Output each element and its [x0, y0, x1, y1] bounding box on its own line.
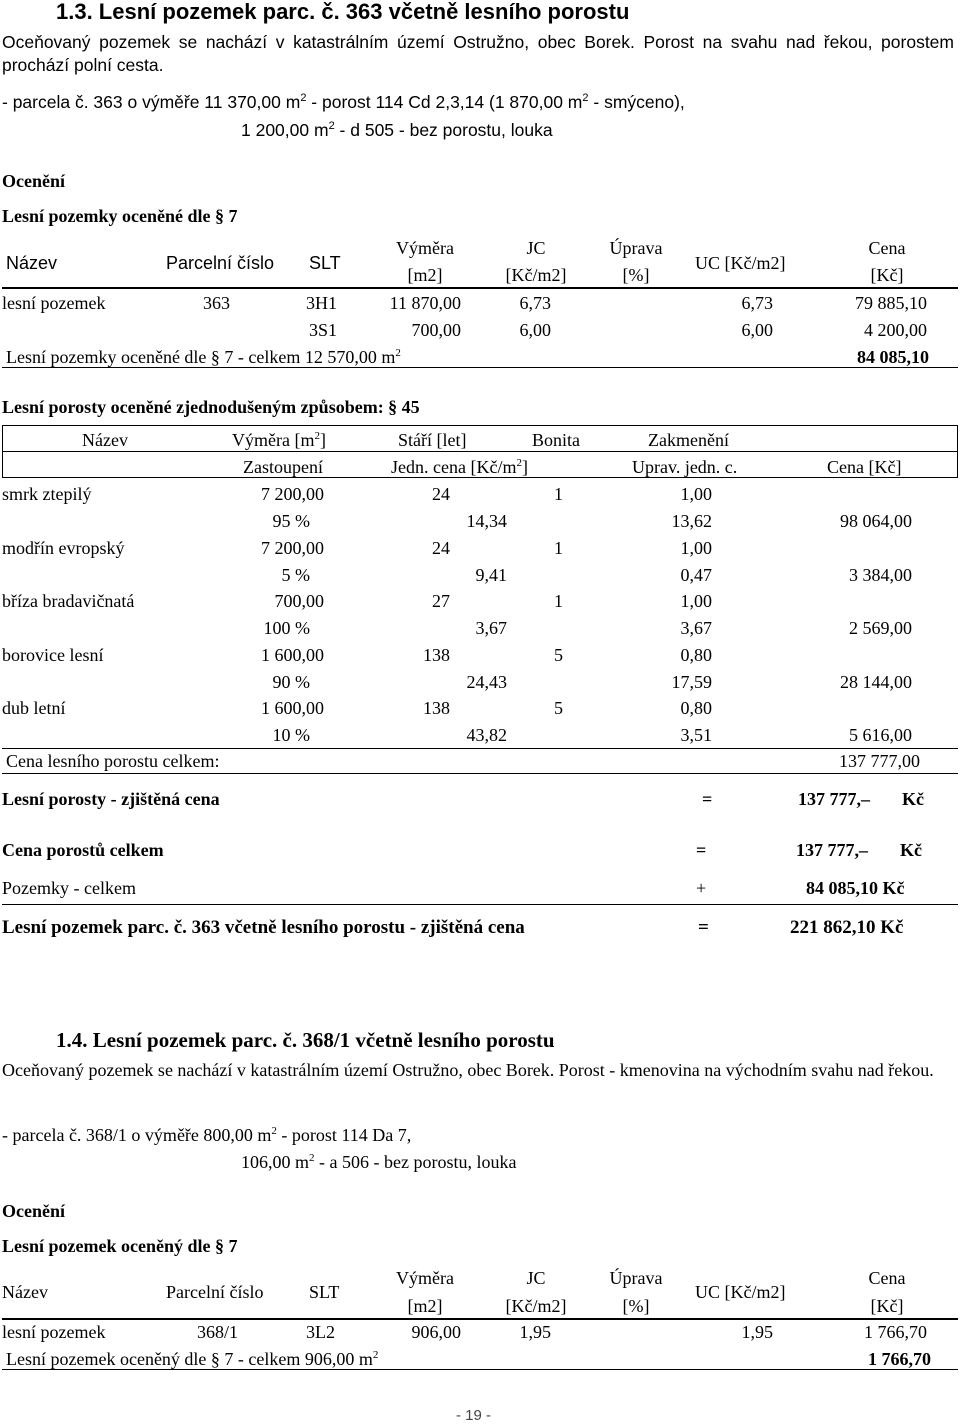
- cell-stari: 24: [432, 484, 450, 504]
- cell-cena: 79 885,10: [855, 293, 927, 313]
- land-table-title: Lesní pozemek oceněný dle § 7: [2, 1236, 238, 1256]
- col-nazev: Název: [6, 253, 58, 273]
- land-total-label: Lesní pozemky oceněné dle § 7 - celkem 12 570,00 $m^2$: [6, 347, 401, 367]
- parcel-line-2: 1 200,00 $m^2$ - d 505 - bez porostu, louka: [241, 120, 553, 140]
- cell-bonita: 1: [554, 591, 563, 611]
- col-uprava: Úprava: [609, 1268, 663, 1288]
- cell-nazev: lesní pozemek: [2, 1322, 106, 1342]
- stand-total-value: 137 777,00: [839, 751, 920, 771]
- table-rule: [2, 287, 958, 289]
- cell-slt: 3L2: [306, 1322, 335, 1342]
- col-nazev: Název: [82, 430, 128, 450]
- cell-slt: 3H1: [306, 293, 337, 313]
- land-total-value: 84 085,10: [857, 347, 929, 367]
- summary-value: 221 862,10 Kč: [790, 917, 904, 938]
- cell-jc: 24,43: [466, 671, 507, 692]
- cell-vymera: 11 870,00: [389, 293, 461, 313]
- col-cena: Cena: [868, 1268, 906, 1288]
- cell-nazev: lesní pozemek: [2, 293, 106, 313]
- summary-value: 137 777,–: [798, 789, 870, 809]
- cell-vymera: 7 200,00: [261, 537, 324, 558]
- cell-vymera: 700,00: [411, 320, 461, 340]
- cell-zast: 5 %: [281, 564, 310, 585]
- cell-zast: 95 %: [272, 511, 310, 531]
- table-rule: [2, 367, 958, 368]
- cell-stari: 138: [423, 644, 450, 665]
- col-jc: JC: [526, 1268, 546, 1288]
- cell-stari: 27: [432, 591, 450, 611]
- cell-cena: 1 766,70: [864, 1322, 927, 1342]
- col-jedn-cena: Jedn. cena $[Kč/m^2]$: [391, 457, 528, 477]
- land-total-value: 1 766,70: [868, 1349, 931, 1369]
- cell-uc: 6,00: [741, 320, 773, 340]
- col-zastoupeni: Zastoupení: [243, 457, 323, 477]
- cell-zakmeneni: 0,80: [680, 644, 712, 665]
- parcel-line-1: - parcela č. 363 o výměře 11 370,00 $m^2$ - porost 114 Cd 2,3,14 (1 870,00 $m^2$ - smýceno),: [2, 92, 685, 112]
- col-uprava-unit: [%]: [622, 265, 650, 285]
- summary-unit: Kč: [902, 789, 924, 809]
- col-vymera: Výměra: [396, 238, 454, 258]
- cell-nazev: bříza bradavičnatá: [2, 591, 135, 611]
- col-jc-unit: [Kč/m2]: [505, 1296, 567, 1316]
- cell-stari: 24: [432, 537, 450, 558]
- cell-bonita: 5: [554, 644, 563, 665]
- summary-label: Cena porostů celkem: [2, 840, 164, 860]
- col-stari: Stáří [let]: [398, 430, 467, 450]
- summary-op: =: [702, 789, 713, 809]
- summary-label: Lesní pozemek parc. č. 363 včetně lesního porostu - zjištěná cena: [2, 917, 525, 938]
- col-parcel: Parcelní číslo: [166, 253, 275, 273]
- col-jc-unit: [Kč/m2]: [505, 265, 567, 285]
- col-uc: UC [Kč/m2]: [695, 1282, 786, 1302]
- cell-cena: 2 569,00: [849, 618, 912, 638]
- col-uprava: Úprava: [609, 238, 663, 258]
- summary-label: Pozemky - celkem: [2, 878, 136, 898]
- cell-bonita: 5: [554, 698, 563, 718]
- table-rule: [2, 904, 958, 905]
- cell-jc: 3,67: [475, 618, 507, 638]
- section-intro: Oceňovaný pozemek se nachází v katastrálním území Ostružno, obec Borek. Porost na svahu nad řekou, porostem prochází polní cesta.: [2, 32, 954, 75]
- cell-nazev: borovice lesní: [2, 644, 104, 665]
- table-rule: [2, 1318, 958, 1320]
- cell-zakmeneni: 1,00: [680, 484, 712, 504]
- table-rule: [2, 425, 958, 426]
- valuation-heading: Ocenění: [2, 171, 65, 191]
- cell-uc: 6,73: [741, 293, 773, 313]
- cell-vymera: 906,00: [411, 1322, 461, 1342]
- summary-unit: Kč: [900, 840, 922, 860]
- cell-cena: 28 144,00: [840, 671, 912, 692]
- cell-uc: 1,95: [741, 1322, 773, 1342]
- stand-total-label: Cena lesního porostu celkem:: [6, 751, 220, 771]
- cell-zakmeneni: 1,00: [680, 537, 712, 558]
- table-rule: [2, 451, 958, 452]
- col-vymera: Výměra: [396, 1268, 454, 1288]
- summary-op: +: [696, 878, 707, 898]
- cell-slt: 3S1: [309, 320, 338, 340]
- parcel-line-2: 106,00 $m^2$ - a 506 - bez porostu, louka: [241, 1152, 517, 1172]
- col-cena: Cena: [868, 238, 906, 258]
- summary-value: 137 777,–: [796, 840, 868, 860]
- col-uc: UC [Kč/m2]: [695, 253, 786, 273]
- cell-nazev: smrk ztepilý: [2, 484, 92, 504]
- cell-cena: 5 616,00: [849, 725, 912, 745]
- cell-ujc: 3,67: [680, 618, 712, 638]
- cell-cena: 3 384,00: [849, 564, 912, 585]
- valuation-heading: Ocenění: [2, 1201, 65, 1221]
- cell-jc: 6,00: [519, 320, 551, 340]
- cell-zast: 10 %: [272, 725, 310, 745]
- cell-cena: 4 200,00: [864, 320, 927, 340]
- col-uprava-unit: [%]: [622, 1296, 650, 1316]
- stand-table-title: Lesní porosty oceněné zjednodušeným způsobem: § 45: [2, 397, 420, 417]
- col-nazev: Název: [2, 1282, 48, 1302]
- col-slt: SLT: [309, 1282, 340, 1302]
- cell-nazev: dub letní: [2, 698, 66, 718]
- cell-zakmeneni: 0,80: [680, 698, 712, 718]
- col-vymera: Výměra $[m^2]$: [232, 430, 326, 450]
- col-zakmeneni: Zakmenění: [648, 430, 729, 450]
- cell-vymera: 1 600,00: [261, 698, 324, 718]
- table-rule: [2, 1369, 958, 1370]
- summary-label: Lesní porosty - zjištěná cena: [2, 789, 220, 809]
- cell-jc: 43,82: [466, 725, 507, 745]
- table-rule: [2, 773, 958, 774]
- cell-stari: 138: [423, 698, 450, 718]
- cell-ujc: 3,51: [680, 725, 712, 745]
- col-bonita: Bonita: [532, 430, 580, 450]
- cell-parcel: 363: [203, 293, 230, 313]
- cell-bonita: 1: [554, 537, 563, 558]
- summary-value: 84 085,10 Kč: [806, 878, 905, 898]
- cell-vymera: 7 200,00: [261, 484, 324, 504]
- cell-cena: 98 064,00: [840, 511, 912, 531]
- cell-zast: 100 %: [263, 618, 310, 638]
- cell-vymera: 700,00: [274, 591, 324, 611]
- cell-vymera: 1 600,00: [261, 644, 324, 665]
- col-cena-unit: [Kč]: [870, 1296, 904, 1316]
- summary-op: =: [698, 917, 709, 938]
- land-table-title: Lesní pozemky oceněné dle § 7: [2, 206, 238, 226]
- col-vymera-unit: [m2]: [407, 265, 443, 285]
- section-heading: 1.4. Lesní pozemek parc. č. 368/1 včetně lesního porostu: [56, 1028, 555, 1052]
- cell-jc: 1,95: [519, 1322, 551, 1342]
- cell-ujc: 17,59: [671, 671, 712, 692]
- col-vymera-unit: [m2]: [407, 1296, 443, 1316]
- section-intro: Oceňovaný pozemek se nachází v katastrálním území Ostružno, obec Borek. Porost - kmenovina na východním svahu nad řekou.: [2, 1060, 934, 1080]
- cell-bonita: 1: [554, 484, 563, 504]
- cell-zast: 90 %: [272, 671, 310, 692]
- cell-jc: 6,73: [519, 293, 551, 313]
- table-rule: [2, 748, 958, 749]
- col-parcel: Parcelní číslo: [166, 1282, 264, 1302]
- cell-zakmeneni: 1,00: [680, 591, 712, 611]
- section-heading: 1.3. Lesní pozemek parc. č. 363 včetně lesního porostu: [56, 0, 630, 24]
- page-number: - 19 -: [456, 1407, 492, 1424]
- cell-ujc: 0,47: [680, 564, 712, 585]
- table-rule: [2, 477, 958, 478]
- land-total-label: Lesní pozemek oceněný dle § 7 - celkem 906,00 $m^2$: [6, 1349, 379, 1369]
- col-cena: Cena [Kč]: [827, 457, 902, 477]
- col-cena-unit: [Kč]: [870, 265, 904, 285]
- cell-ujc: 13,62: [671, 511, 712, 531]
- cell-jc: 14,34: [466, 511, 507, 531]
- summary-op: =: [696, 840, 707, 860]
- cell-parcel: 368/1: [197, 1322, 239, 1342]
- cell-nazev: modřín evropský: [2, 537, 125, 558]
- col-uprav: Uprav. jedn. c.: [632, 457, 738, 477]
- col-jc: JC: [526, 238, 546, 258]
- parcel-line-1: - parcela č. 368/1 o výměře 800,00 $m^2$ - porost 114 Da 7,: [2, 1125, 412, 1145]
- col-slt: SLT: [309, 253, 341, 273]
- cell-jc: 9,41: [475, 564, 507, 585]
